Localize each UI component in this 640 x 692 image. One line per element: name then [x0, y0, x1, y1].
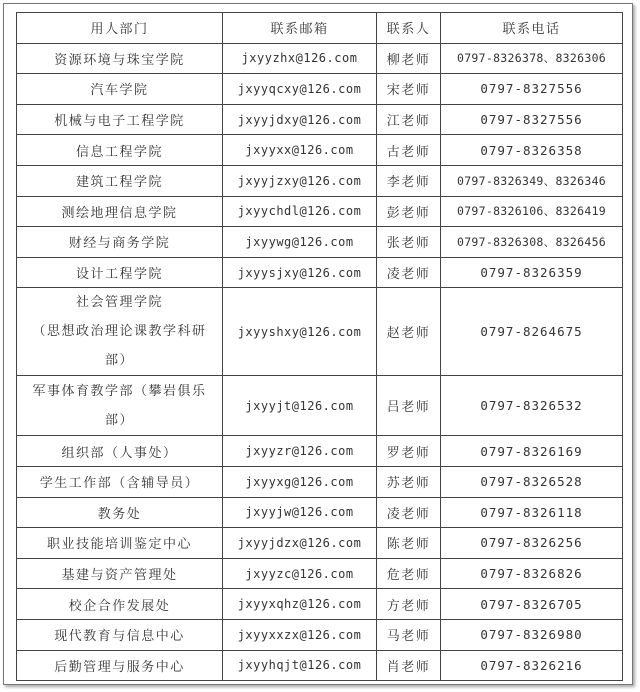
phone-cell: 0797-8326980 — [441, 619, 623, 650]
table-row — [17, 104, 623, 135]
dept-cell: 学生工作部（含辅导员） — [17, 466, 223, 497]
contact-cell: 吕老师 — [377, 376, 441, 436]
table-row — [17, 528, 623, 559]
dept-line: 军事体育教学部（攀岩俱乐 — [32, 383, 207, 399]
table-row — [17, 466, 623, 497]
dept-cell: 后勤管理与服务中心 — [17, 650, 223, 681]
table-row — [17, 376, 623, 436]
email-link[interactable]: jxyyzc@126.com — [223, 558, 377, 589]
dept-line: 部） — [104, 412, 134, 428]
dept-cell: 汽车学院 — [17, 74, 223, 105]
table-row — [17, 436, 623, 467]
contact-cell: 陈老师 — [377, 528, 441, 559]
email-link[interactable]: jxyywg@126.com — [223, 227, 377, 258]
email-link[interactable]: jxyyjzxy@126.com — [223, 165, 377, 196]
dept-line: 部） — [104, 353, 134, 369]
phone-cell: 0797-8327556 — [441, 74, 623, 105]
dept-cell: 建筑工程学院 — [17, 165, 223, 196]
table-row — [17, 558, 623, 589]
table-row — [17, 165, 623, 196]
table-row — [17, 288, 623, 376]
email-link[interactable]: jxyyjdzx@126.com — [223, 528, 377, 559]
contact-cell: 江老师 — [377, 104, 441, 135]
table-row — [17, 74, 623, 105]
contact-cell: 张老师 — [377, 227, 441, 258]
contact-cell: 凌老师 — [377, 497, 441, 528]
table-row — [17, 257, 623, 288]
header-contact: 联系人 — [377, 13, 441, 44]
table-row — [17, 589, 623, 620]
dept-line: 社会管理学院 — [75, 295, 163, 311]
dept-cell: 设计工程学院 — [17, 257, 223, 288]
phone-cell: 0797-8326106、8326419 — [441, 196, 623, 227]
email-link[interactable]: jxyyzr@126.com — [223, 436, 377, 467]
table-row — [17, 196, 623, 227]
phone-cell: 0797-8327556 — [441, 104, 623, 135]
email-link[interactable]: jxyyhqjt@126.com — [223, 650, 377, 681]
email-link[interactable]: jxyyjdxy@126.com — [223, 104, 377, 135]
phone-cell: 0797-8326528 — [441, 466, 623, 497]
dept-cell: 校企合作发展处 — [17, 589, 223, 620]
table-row — [17, 497, 623, 528]
dept-cell: 职业技能培训鉴定中心 — [17, 528, 223, 559]
table-row — [17, 135, 623, 166]
contact-cell: 古老师 — [377, 135, 441, 166]
dept-cell: 财经与商务学院 — [17, 227, 223, 258]
header-email: 联系邮箱 — [223, 13, 377, 44]
contact-cell: 苏老师 — [377, 466, 441, 497]
email-link[interactable]: jxyyqcxy@126.com — [223, 74, 377, 105]
dept-cell: 测绘地理信息学院 — [17, 196, 223, 227]
contact-table — [16, 12, 623, 681]
header-row — [17, 13, 623, 44]
phone-cell: 0797-8326358 — [441, 135, 623, 166]
phone-cell: 0797-8326308、8326456 — [441, 227, 623, 258]
contact-cell: 宋老师 — [377, 74, 441, 105]
table-row — [17, 650, 623, 681]
dept-cell: 现代教育与信息中心 — [17, 619, 223, 650]
contact-cell: 危老师 — [377, 558, 441, 589]
dept-cell: 信息工程学院 — [17, 135, 223, 166]
phone-cell: 0797-8326216 — [441, 650, 623, 681]
email-link[interactable]: jxyyjw@126.com — [223, 497, 377, 528]
dept-cell: 资源环境与珠宝学院 — [17, 43, 223, 74]
contact-cell: 肖老师 — [377, 650, 441, 681]
email-link[interactable]: jxyyxxzx@126.com — [223, 619, 377, 650]
phone-cell: 0797-8326532 — [441, 376, 623, 436]
dept-cell: 教务处 — [17, 497, 223, 528]
dept-cell: 组织部（人事处） — [17, 436, 223, 467]
dept-cell — [17, 288, 223, 376]
phone-cell: 0797-8326359 — [441, 257, 623, 288]
contact-cell: 赵老师 — [377, 288, 441, 376]
header-dept: 用人部门 — [17, 13, 223, 44]
phone-cell: 0797-8326118 — [441, 497, 623, 528]
phone-cell: 0797-8264675 — [441, 288, 623, 376]
dept-line: （思想政治理论课教学科研 — [32, 324, 207, 340]
email-link[interactable]: jxyyxx@126.com — [223, 135, 377, 166]
table-row — [17, 619, 623, 650]
dept-cell: 基建与资产管理处 — [17, 558, 223, 589]
table-row — [17, 227, 623, 258]
phone-cell: 0797-8326378、8326306 — [441, 43, 623, 74]
phone-cell: 0797-8326705 — [441, 589, 623, 620]
phone-cell: 0797-8326169 — [441, 436, 623, 467]
contact-cell: 柳老师 — [377, 43, 441, 74]
email-link[interactable]: jxyysjxy@126.com — [223, 257, 377, 288]
contact-cell: 马老师 — [377, 619, 441, 650]
email-link[interactable]: jxyyshxy@126.com — [223, 288, 377, 376]
contact-cell: 李老师 — [377, 165, 441, 196]
phone-cell: 0797-8326826 — [441, 558, 623, 589]
email-link[interactable]: jxyyzhx@126.com — [223, 43, 377, 74]
contact-cell: 方老师 — [377, 589, 441, 620]
contact-cell: 罗老师 — [377, 436, 441, 467]
dept-cell: 机械与电子工程学院 — [17, 104, 223, 135]
header-phone: 联系电话 — [441, 13, 623, 44]
contact-cell: 彭老师 — [377, 196, 441, 227]
contact-cell: 凌老师 — [377, 257, 441, 288]
email-link[interactable]: jxyyjt@126.com — [223, 376, 377, 436]
email-link[interactable]: jxyyxg@126.com — [223, 466, 377, 497]
phone-cell: 0797-8326349、8326346 — [441, 165, 623, 196]
table-row — [17, 43, 623, 74]
dept-cell — [17, 376, 223, 436]
phone-cell: 0797-8326256 — [441, 528, 623, 559]
email-link[interactable]: jxyyxqhz@126.com — [223, 589, 377, 620]
email-link[interactable]: jxyychdl@126.com — [223, 196, 377, 227]
table-frame — [3, 3, 633, 685]
